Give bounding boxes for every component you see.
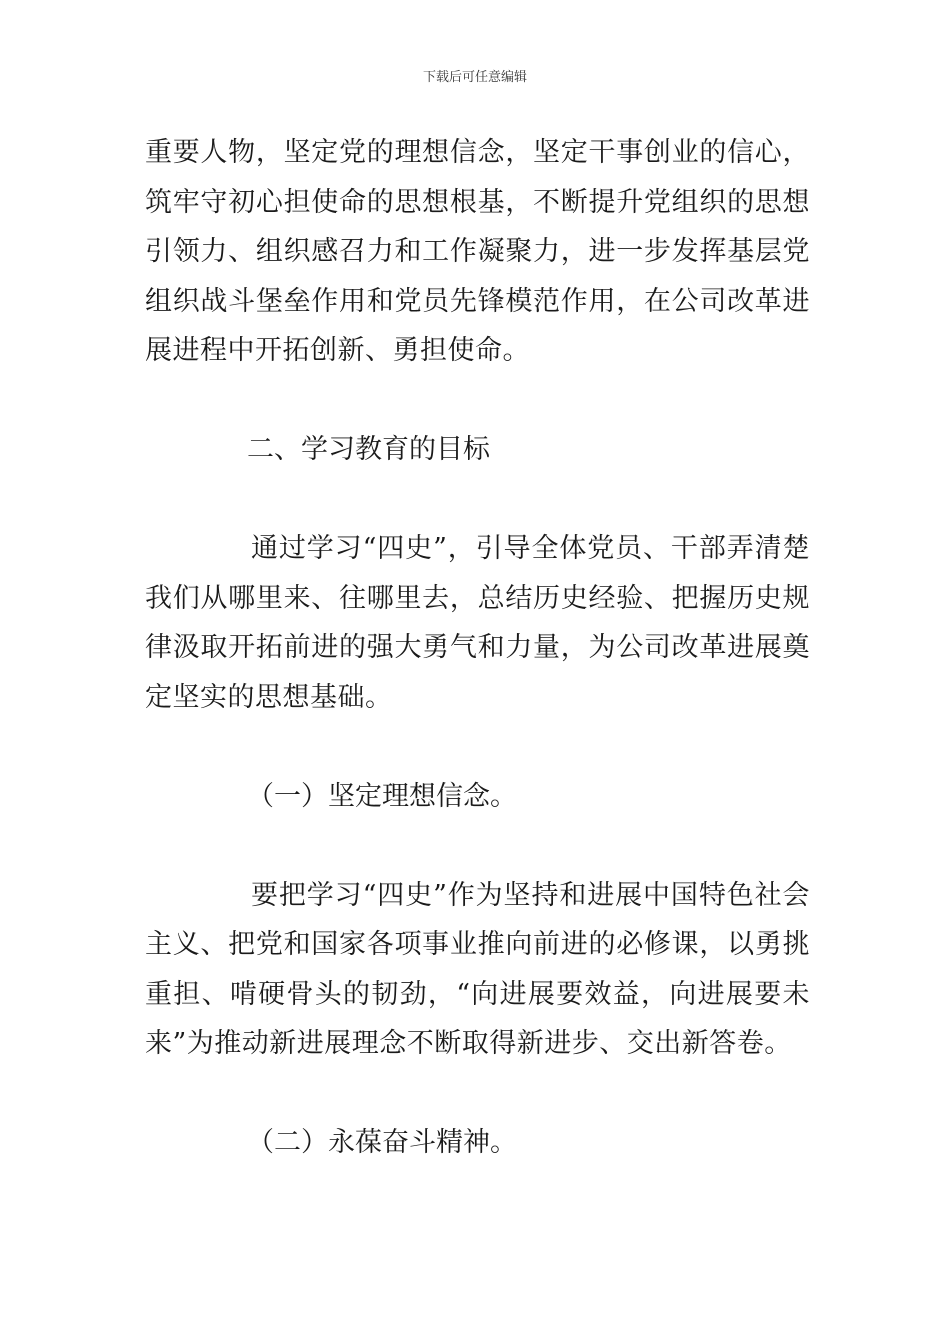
spacer [145, 722, 810, 772]
spacer [145, 821, 810, 871]
spacer [145, 475, 810, 525]
paragraph-purpose-continued: 重要人物，坚定党的理想信念，坚定干事创业的信心，筑牢守初心担使命的思想根基，不断提升党组织的思想引领力、组织感召力和工作凝聚力，进一步发挥基层党组织战斗堡垒作用和党员先锋模范作用，在公司改革进展进程中开拓创新、勇担使命。 [145, 137, 810, 366]
subheading-ideals: （一）坚定理想信念。 [247, 780, 517, 812]
paragraph-goals: 通过学习“四史”，引导全体党员、干部弄清楚我们从哪里来、往哪里去，总结历史经验、把握历史规律汲取开拓前进的强大勇气和力量，为公司改革进展奠定坚实的思想基础。 [145, 533, 810, 713]
subheading-spirit: （二）永葆奋斗精神。 [247, 1127, 517, 1158]
section-heading-goals: 二、学习教育的目标 [247, 434, 490, 465]
spacer [145, 1069, 810, 1119]
document-body [145, 128, 810, 1168]
header-note: 下载后可任意编辑 [422, 70, 527, 85]
paragraph-ideals: 要把学习“四史”作为坚持和进展中国特色社会主义、把党和国家各项事业推向前进的必修课，以勇挑重担、啃硬骨头的韧劲，“向进展要效益，向进展要未来”为推动新进展理念不断取得新进步、交出新答卷。 [145, 879, 810, 1059]
spacer [145, 376, 810, 426]
